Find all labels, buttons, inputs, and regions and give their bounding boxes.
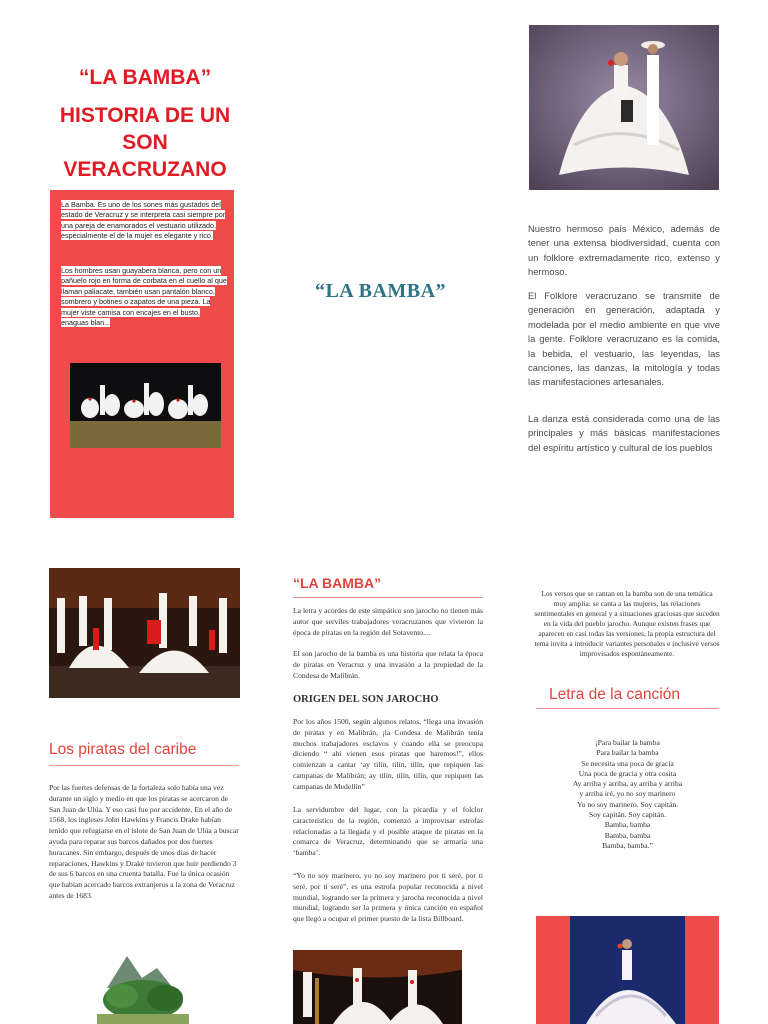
- lyric-line: Bamba, bamba: [604, 830, 651, 840]
- letra-autor-paragraph: La letra y acordes de este simpático son jarocho no tienen más autor que servíles trabajadores veracruzanos que vivieron la época de piratas en la región del Sotavento....: [293, 606, 483, 637]
- bottom-la-bamba-title: “LA BAMBA”: [293, 575, 382, 591]
- center-title: “LA BAMBA”: [314, 280, 447, 302]
- origen-paragraph-1: Por los años 1500, según algunos relatos, “llega una invasión de piratas y en Malibrán, ¡la Condesa de Malibrán tenía muchos trabajadores esclavos y cuando ella se preocupa diciendo “ ahí vienen esos piratas que haremos!”, ellos comienzan a cantar ‘ay tilín, tilín, tilín, que repiquen las campanas de Malibrán; ay tilín, tilín, tilín, que repiquen las campanas de Medellín”: [293, 717, 483, 791]
- lyric-line: Soy capitán. Soy capitán.: [589, 810, 666, 820]
- lyric-line: Para bailar la bamba: [596, 748, 659, 758]
- origen-paragraph-2: La servidumbre del lugar, con la picardía y el folclor característico de la región, comenzó a improvisar estrofas relacionadas a la llegada y el posible ataque de piratas en la comarca de Veracruz, determinando que se armaría una ‘bamba’.: [293, 805, 483, 858]
- pirates-heading: Los piratas del caribe: [49, 741, 197, 758]
- veracruz-landscape-photo: [97, 948, 189, 1024]
- lyric-line: Una poca de gracia y otra cosita: [578, 768, 677, 778]
- lyric-line: ¡Para bailar la bamba: [595, 738, 660, 747]
- musicians-dancers-photo: [293, 950, 462, 1024]
- lyric-line: Bamba, bamba.”: [602, 840, 653, 850]
- lyrics-heading-divider: [536, 708, 719, 709]
- lyric-line: Yo no soy marinero. Soy capitán.: [576, 799, 679, 809]
- brochure-title-son: SON: [122, 131, 168, 154]
- bottom-title-divider: [293, 597, 483, 598]
- intro-paragraph: La Bamba. Es uno de los sones más gustados del estado de Veracruz y se interpreta casi siempre por una pareja de enamorados el vestuario utilizado, especialmente el de la mujer es elegante y rico.: [61, 200, 226, 241]
- son-jarocho-paragraph: El son jarocho de la bamba es una historia que relata la época de piratas en Veracruz y una invasión a la propiedad de la Condesa de Malibrán.: [293, 649, 483, 680]
- folklore-paragraph-3: La danza está considerada como una de las principales y más básicas manifestaciones del espíritu artístico y cultural de los pueblos: [528, 413, 720, 453]
- solo-dancer-photo: [536, 916, 719, 1024]
- folklore-paragraph-1: Nuestro hermoso país México, además de tener una extensa biodiversidad, cuenta con un folklore extremadamente rico, extenso y hermoso.: [528, 223, 720, 278]
- lyrics-block: [540, 738, 715, 851]
- origen-heading: ORIGEN DEL SON JAROCHO: [293, 694, 439, 705]
- stage-dancers-photo: [49, 568, 240, 698]
- brochure-title-la-bamba: “LA BAMBA”: [78, 66, 212, 89]
- brochure-title-veracruzano: VERACRUZANO: [63, 158, 227, 181]
- brochure-title-historia: HISTORIA DE UN: [59, 104, 231, 127]
- origen-paragraph-3: “Yo no soy marinero, yo no soy marinero por ti seré, por ti seré, por ti seré”, es una estrofa popular reconocida a nivel mundial, logrando ser la primera y jarocha reconocida a nivel mundial, logrando ser la primera y única canción en español que llegó a ocupar el primer puesto de la lista Billboard.: [293, 871, 483, 924]
- lyric-line: y arriba iré, yo no soy marinero: [579, 789, 676, 799]
- lyric-line: Se necesita una poca de gracia: [581, 758, 674, 768]
- dance-group-photo: [70, 363, 221, 448]
- versos-paragraph: Los versos que se cantan en la bamba son de una temática muy amplia: se canta a las mujeres, las relaciones sentimentales en general y a situaciones graciosas que suceden en la vida del pueblo jarocho. Aunque existen frases que aparecen en casi todas las versiones, la propia estructura del tema invita a introducir variantes personales e inclusive versos improvisados espontáneamente.: [534, 589, 720, 658]
- lyric-line: Ay arriba y arriba, ay arriba y arriba: [572, 779, 683, 789]
- folklore-paragraph-2: El Folklore veracruzano se transmite de generación en generación, adaptada y modelada por el medio ambiente en que vive la gente. Folklore veracruzano es la comida, la bebida, el vestuario, las leyendas, las canciones, las danzas, la mitología y todas las manifestaciones artesanales.: [528, 290, 720, 388]
- pirates-body: Por las fuertes defensas de la fortaleza solo había una vez durante un siglo y medio en que los piratas se acercaron de San Juan de Ulúa. Y eso casi fue por accidente. En el año de 1568, los ingleses John Hawkins y Francis Drake habían tenido que refugiarse en el islote de San Juan de Ulúa a buscar ayuda para reparar sus barcos dañados por dos fuertes huracanes. Sin embargo, después de unos días de hacer reparaciones, Hawkins y Drake tuvieron que huir perdiendo 3 de sus 6 barcos en una cruenta batalla. Fue la única ocasión que habían acercado barcos extranjeros a la zona de Veracruz antes de 1683.: [49, 783, 239, 900]
- couple-dancers-photo: [529, 25, 719, 190]
- costume-paragraph: Los hombres usan guayabera blanca, pero con un pañuelo rojo en forma de corbata en el cuello al que llaman paliacate, también usan pantalón blanco, sombrero y botines o zapatos de una pieza. La mujer viste camisa con encajes en el busto, enaguas blan...: [61, 266, 227, 328]
- lyric-line: Bamba, bamba: [604, 820, 651, 830]
- pirates-heading-divider: [49, 765, 239, 766]
- lyrics-heading: Letra de la canción: [549, 686, 680, 703]
